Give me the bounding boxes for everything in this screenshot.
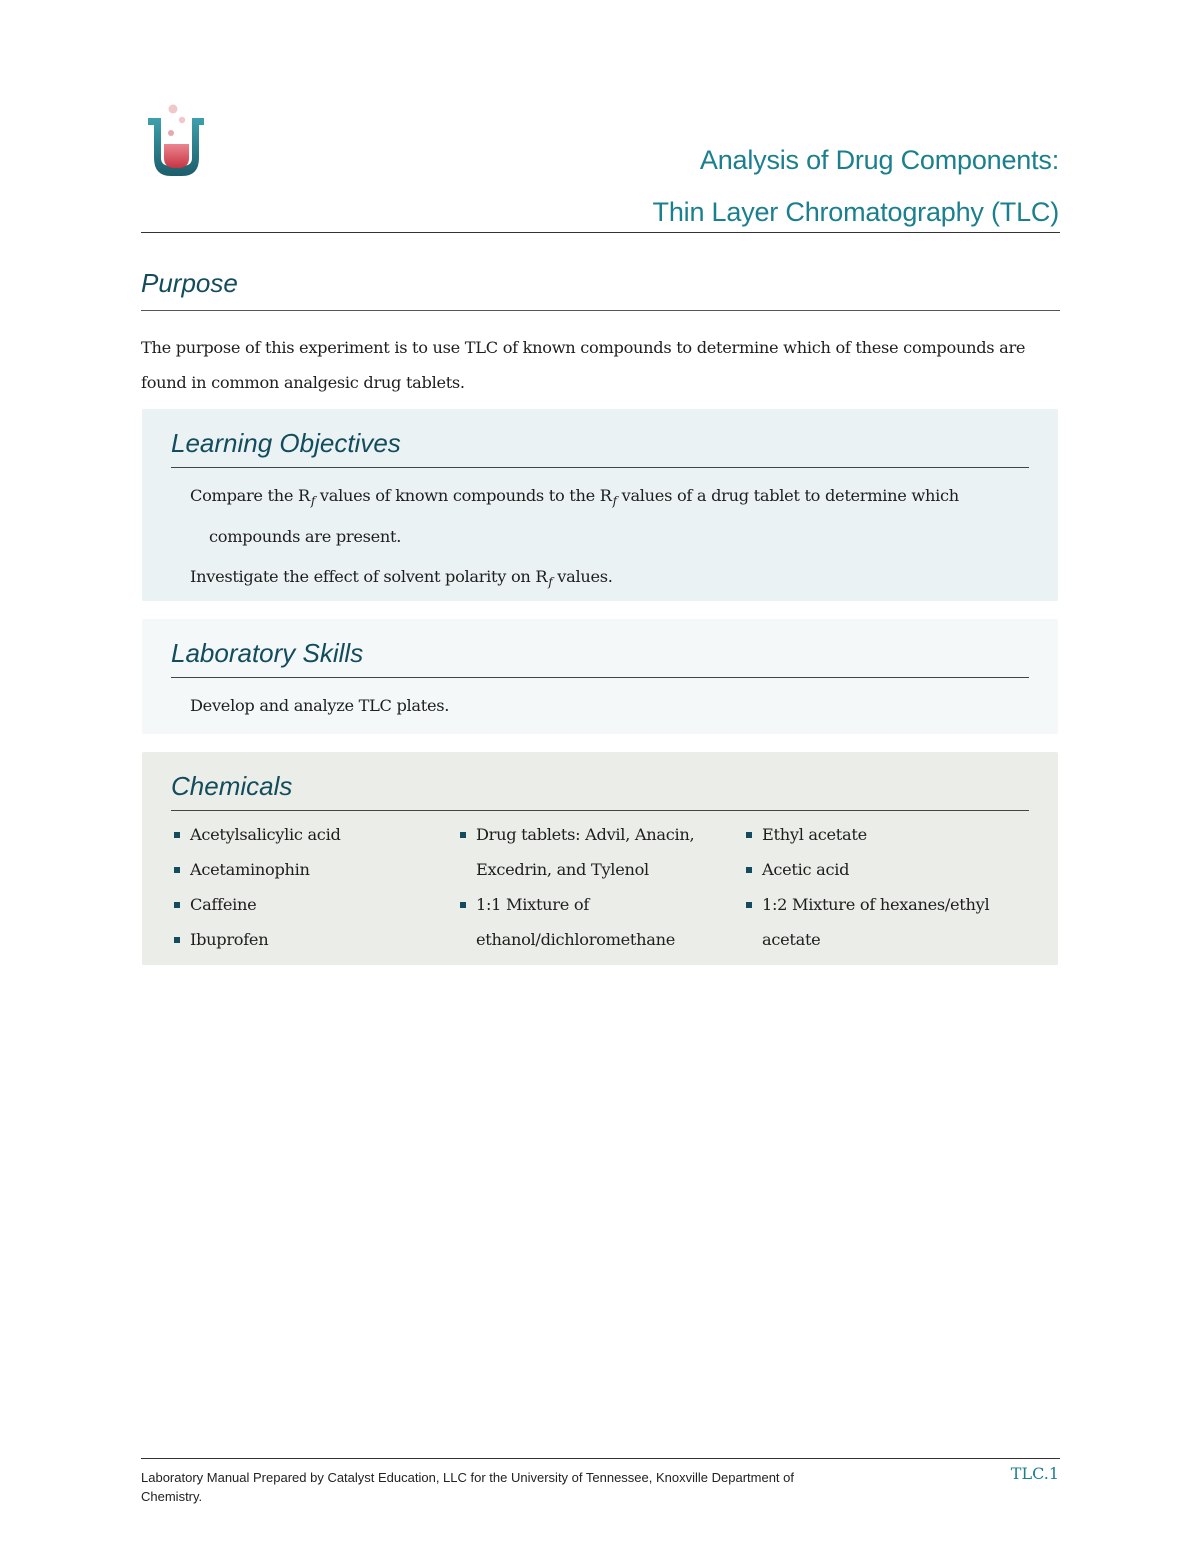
objective-text: values.: [552, 567, 613, 586]
objective-text: values of known compounds to the R: [315, 486, 612, 505]
chemicals-heading: Chemicals: [171, 752, 1029, 811]
learning-objectives-heading: Learning Objectives: [171, 409, 1029, 468]
chemicals-box: [142, 752, 1058, 965]
laboratory-skills-box: [142, 619, 1058, 734]
purpose-heading: Purpose: [141, 268, 238, 298]
list-item: [171, 478, 1029, 554]
page-number: TLC.1: [1010, 1464, 1059, 1483]
list-item: 1:2 Mixture of hexanes/ethyl acetate: [743, 887, 1029, 957]
rf-subscript: f: [310, 494, 316, 508]
footer-credit: Laboratory Manual Prepared by Catalyst Education, LLC for the University of Tennessee, Knoxville Department of Chemistry.: [141, 1470, 794, 1504]
list-item: [171, 559, 1029, 600]
list-item: Ethyl acetate: [743, 817, 1029, 852]
document-title: [653, 134, 1059, 238]
laboratory-skills-heading: Laboratory Skills: [171, 619, 1029, 678]
rf-subscript: f: [612, 494, 617, 508]
list-item: Acetylsalicylic acid: [171, 817, 457, 852]
objective-text: Compare the R: [190, 486, 310, 505]
title-line-2: Thin Layer Chromatography (TLC): [652, 197, 1059, 227]
footer-divider: [141, 1458, 1060, 1459]
list-item: Develop and analyze TLC plates.: [190, 696, 450, 715]
list-item: Acetic acid: [743, 852, 1029, 887]
title-line-1: Analysis of Drug Components:: [699, 145, 1059, 175]
purpose-divider: [141, 310, 1060, 311]
beaker-u-logo-icon: [144, 100, 210, 180]
list-item: Drug tablets: Advil, Anacin, Excedrin, and Tylenol: [457, 817, 743, 887]
header-divider: [141, 232, 1060, 233]
purpose-text: The purpose of this experiment is to use TLC of known compounds to determine which of these compounds are found in common analgesic drug tablets.: [141, 338, 1026, 392]
list-item: 1:1 Mixture of ethanol/dichloromethane: [457, 887, 743, 957]
rf-subscript: f: [548, 575, 553, 589]
list-item: Acetaminophin: [171, 852, 457, 887]
objective-text: Investigate the effect of solvent polarity on R: [190, 567, 548, 586]
list-item: Ibuprofen: [171, 922, 457, 957]
chemicals-column-2: [457, 817, 743, 957]
chemicals-column-3: [743, 817, 1029, 957]
list-item: Caffeine: [171, 887, 457, 922]
chemicals-columns: [171, 817, 1029, 957]
chemicals-column-1: [171, 817, 457, 957]
learning-objectives-box: [142, 409, 1058, 601]
skills-list: [171, 688, 1029, 723]
objective-text: values of a drug tablet to determine which compounds are present.: [209, 486, 959, 546]
objectives-list: [171, 478, 1029, 600]
